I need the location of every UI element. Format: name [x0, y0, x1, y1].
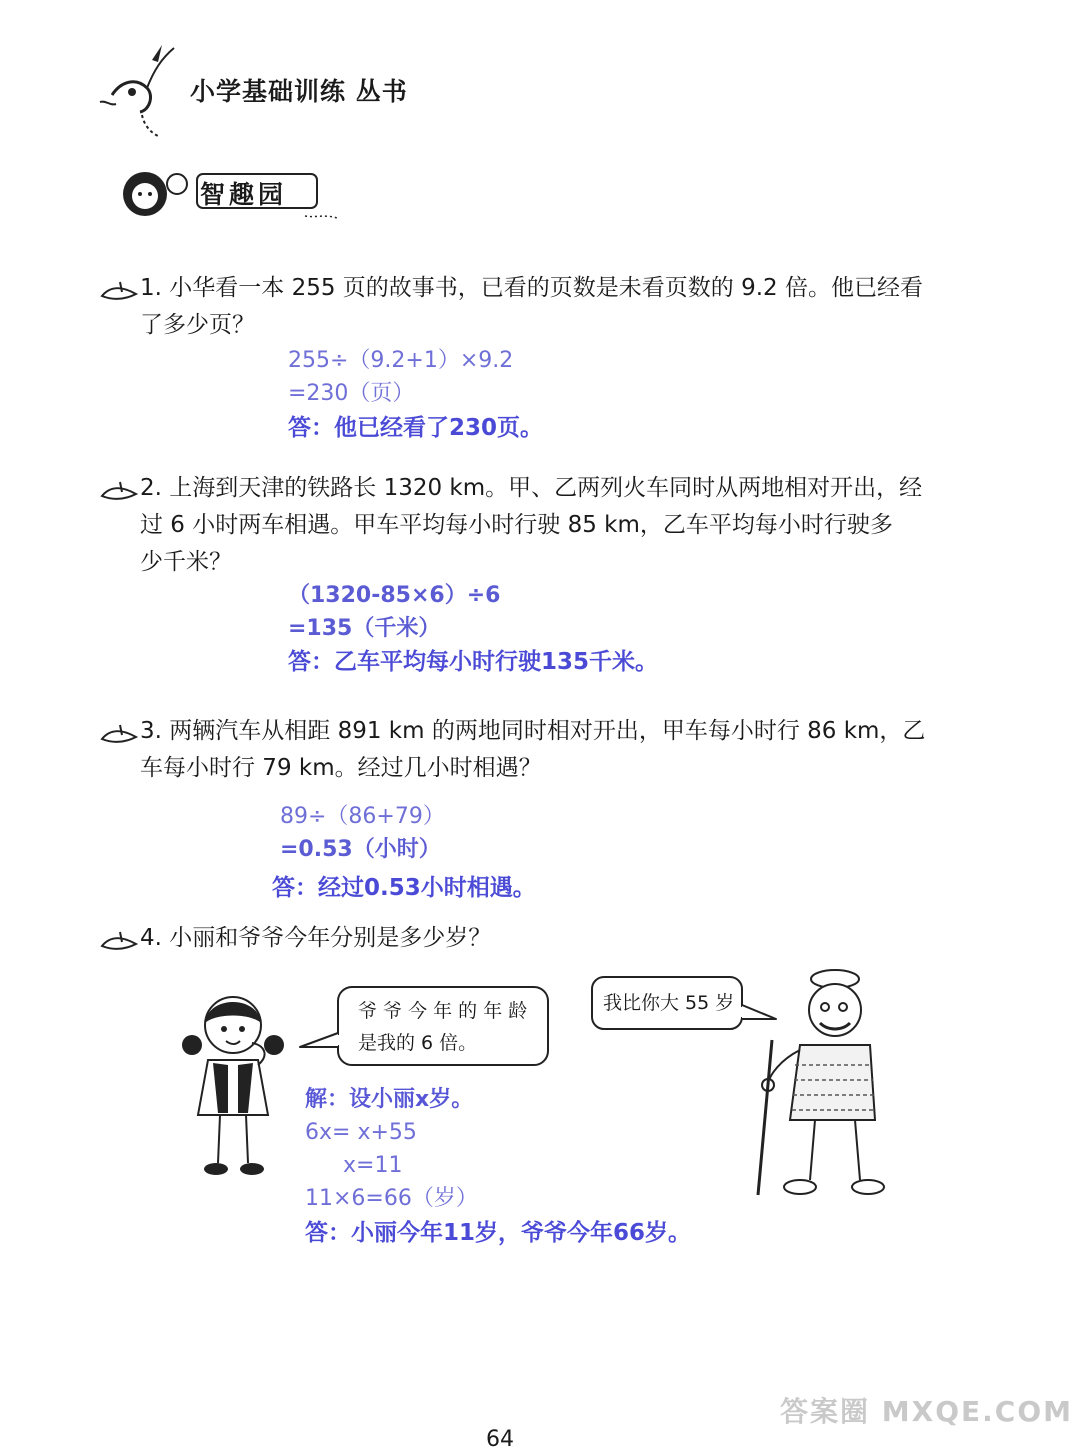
bubble-line: 爷 爷 今 年 的 年 龄 — [358, 1000, 528, 1022]
answer-line: 11×6=66（岁） — [305, 1186, 478, 1211]
bird-logo-icon — [92, 40, 182, 140]
question-line: 2. 上海到天津的铁路长 1320 km。甲、乙两列火车同时从两地相对开出，经 — [140, 475, 923, 501]
question-2-final-answer: 答：乙车平均每小时行驶135千米。 — [288, 649, 659, 675]
question-4-final-answer: 答：小丽今年11岁，爷爷今年66岁。 — [305, 1220, 692, 1246]
question-1-work — [288, 344, 513, 410]
question-2-work — [288, 579, 500, 645]
question-line: 过 6 小时两车相遇。甲车平均每小时行驶 85 km，乙车平均每小时行驶多 — [140, 512, 893, 538]
answer-line: 6x= x+55 — [305, 1120, 417, 1145]
bubble-line: 是我的 6 倍。 — [358, 1032, 478, 1054]
question-2-text — [140, 470, 922, 581]
question-1-final-answer: 答：他已经看了230页。 — [288, 415, 544, 441]
question-3-text — [140, 713, 925, 787]
question-line: 3. 两辆汽车从相距 891 km 的两地同时相对开出，甲车每小时行 86 km，乙 — [140, 718, 926, 744]
question-line: 1. 小华看一本 255 页的故事书，已看的页数是未看页数的 9.2 倍。他已经看 — [140, 275, 923, 301]
answer-line: =0.53（小时） — [280, 837, 441, 862]
answer-line: =135（千米） — [288, 616, 441, 641]
answer-line: （1320-85×6）÷6 — [288, 583, 501, 608]
leaf-bullet-icon — [100, 280, 138, 302]
series-title: 小学基础训练 丛书 — [190, 77, 408, 106]
question-line: 少千米？ — [140, 549, 232, 575]
answer-line: =230（页） — [288, 381, 415, 406]
page-number: 64 — [486, 1427, 514, 1452]
speech-bubble-left — [358, 995, 527, 1059]
question-line: 了多少页？ — [140, 312, 255, 338]
leaf-bullet-icon — [100, 723, 138, 745]
answer-line: 255÷（9.2+1）×9.2 — [288, 348, 514, 373]
question-3-final-answer: 答：经过0.53小时相遇。 — [272, 875, 536, 901]
section-label: 智趣园 — [200, 180, 288, 209]
question-4-text — [140, 920, 491, 957]
answer-line: 89÷（86+79） — [280, 804, 445, 829]
watermark-text: 答案圈 MXQE.COM — [780, 1395, 1073, 1428]
leaf-bullet-icon — [100, 930, 138, 952]
answer-line: 解：设小丽x岁。 — [305, 1087, 474, 1112]
question-4-work — [305, 1083, 478, 1215]
leaf-bullet-icon — [100, 480, 138, 502]
question-1-text — [140, 270, 923, 344]
answer-line: x=11 — [343, 1153, 403, 1178]
question-line: 车每小时行 79 km。经过几小时相遇？ — [140, 755, 542, 781]
girl-illustration-icon — [178, 985, 288, 1180]
speech-bubble-right: 我比你大 55 岁 — [603, 992, 735, 1014]
question-line: 4. 小丽和爷爷今年分别是多少岁？ — [140, 925, 492, 951]
question-3-work — [280, 800, 445, 866]
grandpa-illustration-icon — [750, 965, 900, 1200]
